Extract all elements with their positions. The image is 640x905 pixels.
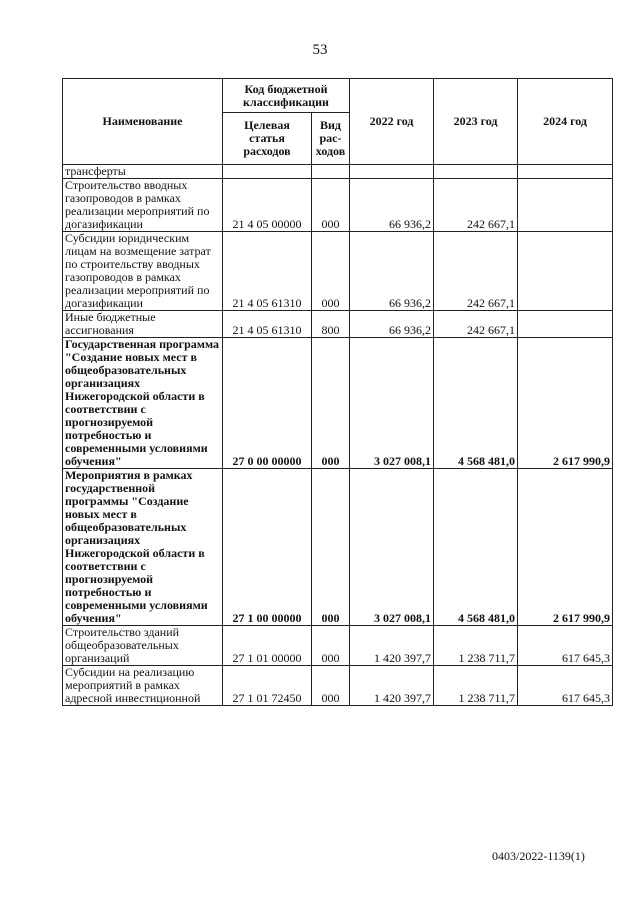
cell-2023 — [434, 165, 518, 179]
cell-2024 — [518, 311, 613, 338]
header-target: Целевая статья расходов — [223, 113, 312, 165]
cell-2023: 1 238 711,7 — [434, 626, 518, 666]
cell-kind-code: 000 — [312, 626, 350, 666]
cell-2022: 1 420 397,7 — [350, 626, 434, 666]
cell-2024 — [518, 179, 613, 232]
cell-kind-code — [312, 165, 350, 179]
header-name: Наименование — [63, 79, 223, 165]
cell-2023: 4 568 481,0 — [434, 338, 518, 469]
cell-name: Строительство вводных газопроводов в рамках реализации мероприятий по догазификации — [63, 179, 223, 232]
cell-2024: 2 617 990,9 — [518, 338, 613, 469]
cell-target-code: 21 4 05 61310 — [223, 311, 312, 338]
cell-name: Строительство зданий общеобразовательных организаций — [63, 626, 223, 666]
cell-target-code: 27 1 01 00000 — [223, 626, 312, 666]
cell-2022: 66 936,2 — [350, 232, 434, 311]
document-code: 0403/2022-1139(1) — [492, 849, 585, 863]
cell-kind-code: 000 — [312, 232, 350, 311]
header-2024: 2024 год — [518, 79, 613, 165]
cell-kind-code: 000 — [312, 666, 350, 706]
table-row — [63, 666, 613, 706]
cell-2023: 242 667,1 — [434, 232, 518, 311]
cell-kind-code: 800 — [312, 311, 350, 338]
cell-kind-code: 000 — [312, 469, 350, 626]
cell-target-code — [223, 165, 312, 179]
cell-2024: 617 645,3 — [518, 626, 613, 666]
page-number: 53 — [312, 42, 328, 58]
header-2023: 2023 год — [434, 79, 518, 165]
header-kind: Вид рас-ходов — [312, 113, 350, 165]
cell-target-code: 27 1 00 00000 — [223, 469, 312, 626]
table-row — [63, 338, 613, 469]
cell-2022: 3 027 008,1 — [350, 469, 434, 626]
cell-name: Иные бюджетные ассигнования — [63, 311, 223, 338]
table-row — [63, 232, 613, 311]
table-row — [63, 469, 613, 626]
cell-2023: 4 568 481,0 — [434, 469, 518, 626]
budget-table — [62, 78, 613, 706]
cell-2024 — [518, 165, 613, 179]
cell-2023: 1 238 711,7 — [434, 666, 518, 706]
table-row — [63, 626, 613, 666]
cell-name: трансферты — [63, 165, 223, 179]
cell-target-code: 21 4 05 61310 — [223, 232, 312, 311]
table-row — [63, 311, 613, 338]
cell-kind-code: 000 — [312, 179, 350, 232]
cell-2022: 1 420 397,7 — [350, 666, 434, 706]
cell-2022 — [350, 165, 434, 179]
cell-name: Мероприятия в рамках государственной программы "Создание новых мест в общеобразовательных организациях Нижегородской области в соответствии с прогнозируемой потребностью и современными условиями обучения" — [63, 469, 223, 626]
cell-2022: 3 027 008,1 — [350, 338, 434, 469]
table-row — [63, 165, 613, 179]
cell-kind-code: 000 — [312, 338, 350, 469]
cell-target-code: 27 1 01 72450 — [223, 666, 312, 706]
cell-2024: 617 645,3 — [518, 666, 613, 706]
cell-target-code: 21 4 05 00000 — [223, 179, 312, 232]
cell-2022: 66 936,2 — [350, 179, 434, 232]
cell-name: Государственная программа "Создание новых мест в общеобразовательных организациях Нижегородской области в соответствии с прогнозируемой потребностью и современными условиями обучения" — [63, 338, 223, 469]
cell-name: Субсидии на реализацию мероприятий в рамках адресной инвестиционной — [63, 666, 223, 706]
table-row — [63, 179, 613, 232]
header-2022: 2022 год — [350, 79, 434, 165]
cell-2024: 2 617 990,9 — [518, 469, 613, 626]
cell-name: Субсидии юридическим лицам на возмещение затрат по строительству вводных газопроводов в рамках реализации мероприятий по догазификации — [63, 232, 223, 311]
cell-2023: 242 667,1 — [434, 179, 518, 232]
cell-target-code: 27 0 00 00000 — [223, 338, 312, 469]
cell-2024 — [518, 232, 613, 311]
cell-2023: 242 667,1 — [434, 311, 518, 338]
header-code-group: Код бюджетной классификации — [223, 79, 350, 113]
cell-2022: 66 936,2 — [350, 311, 434, 338]
